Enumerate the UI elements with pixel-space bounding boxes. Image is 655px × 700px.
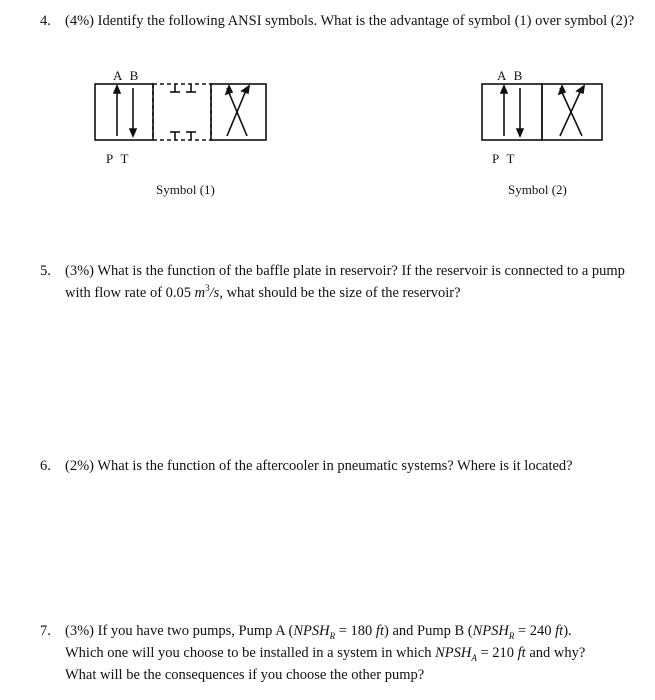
question-text: (2%) What is the function of the aftercooler in pneumatic systems? Where is it located? (65, 458, 573, 474)
symbol-2-ports-bottom: P T (492, 151, 515, 166)
symbol-1-ports-top: A B (113, 68, 139, 83)
symbol-1-caption: Symbol (1) (156, 182, 215, 197)
question-text: (3%) If you have two pumps, Pump A ($NPSH_R = 180$ ft) and Pump B ($NPSH_R = 240$ ft). Which one will you choose to be installed in a system in which $NPSH_A = 210$ ft and why? What will be the consequences if you choose the other pump? (65, 623, 586, 683)
symbol-2-valve-diagram (482, 84, 612, 144)
symbol-2-ports-top: A B (497, 68, 523, 83)
question-number: 6. (40, 458, 51, 474)
question-number: 5. (40, 263, 51, 279)
symbol-1-valve-diagram (95, 84, 275, 144)
symbol-1-ports-bottom: P T (106, 151, 129, 166)
question-number: 7. (40, 623, 51, 639)
question-text: (3%) What is the function of the baffle plate in reservoir? If the reservoir is connected to a pump with flow rate of 0.05 $m^3/s$, what should be the size of the reservoir? (65, 263, 625, 301)
question-text: (4%) Identify the following ANSI symbols. What is the advantage of symbol (1) over symbol (2)? (65, 13, 635, 29)
symbol-2-caption: Symbol (2) (508, 182, 567, 197)
question-number: 4. (40, 13, 51, 29)
